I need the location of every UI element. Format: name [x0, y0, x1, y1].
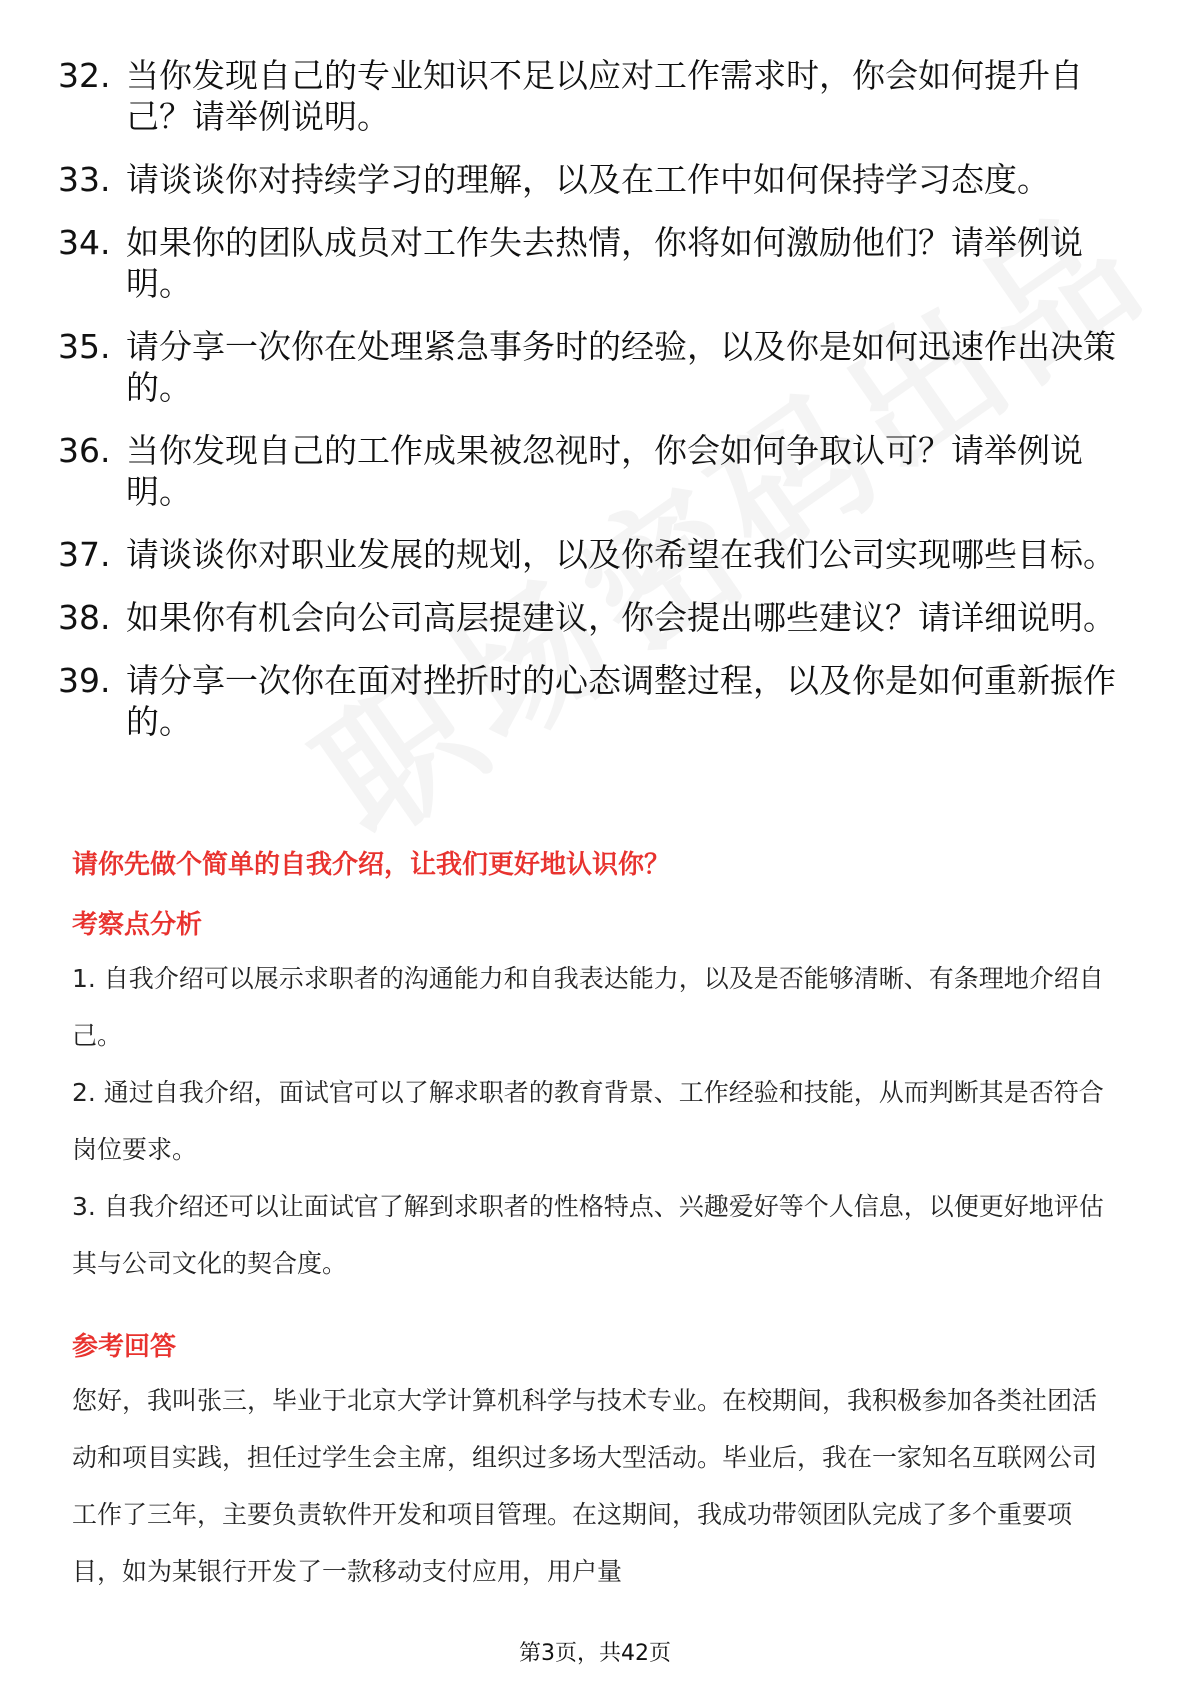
question-list	[58, 55, 1118, 764]
question-item	[58, 430, 1118, 512]
question-text: 请分享一次你在面对挫折时的心态调整过程，以及你是如何重新振作的。	[126, 661, 1116, 741]
question-item	[58, 159, 1118, 200]
question-text: 如果你的团队成员对工作失去热情，你将如何激励他们？请举例说明。	[126, 223, 1083, 303]
question-item	[58, 534, 1118, 575]
question-text: 请分享一次你在处理紧急事务时的经验，以及你是如何迅速作出决策的。	[126, 327, 1116, 407]
question-item	[58, 55, 1118, 137]
featured-question	[72, 848, 1117, 882]
analysis-heading: 考察点分析	[72, 910, 203, 940]
answer-heading: 参考回答	[72, 1332, 177, 1362]
featured-question-title: 请你先做个简单的自我介绍，让我们更好地认识你？	[72, 850, 671, 880]
analysis-point: 3. 自我介绍还可以让面试官了解到求职者的性格特点、兴趣爱好等个人信息，以便更好地评估其与公司文化的契合度。	[72, 1192, 1104, 1278]
question-number: 34.	[58, 223, 111, 262]
question-item	[58, 326, 1118, 408]
answer-text: 您好，我叫张三，毕业于北京大学计算机科学与技术专业。在校期间，我积极参加各类社团活动和项目实践，担任过学生会主席，组织过多场大型活动。毕业后，我在一家知名互联网公司工作了三年，主要负责软件开发和项目管理。在这期间，我成功带领团队完成了多个重要项目，如为某银行开发了一款移动支付应用，用户量	[72, 1386, 1098, 1586]
answer-section	[72, 1330, 1117, 1600]
page-footer: 第3页，共42页	[519, 1641, 671, 1666]
question-item	[58, 222, 1118, 304]
question-item	[58, 597, 1118, 638]
question-number: 38.	[58, 598, 111, 637]
question-number: 33.	[58, 160, 111, 199]
question-number: 32.	[58, 56, 111, 95]
question-number: 37.	[58, 535, 111, 574]
analysis-point: 1. 自我介绍可以展示求职者的沟通能力和自我表达能力，以及是否能够清晰、有条理地介绍自己。	[72, 964, 1104, 1050]
question-number: 36.	[58, 431, 111, 470]
analysis-point: 2. 通过自我介绍，面试官可以了解求职者的教育背景、工作经验和技能，从而判断其是否符合岗位要求。	[72, 1078, 1104, 1164]
question-item	[58, 660, 1118, 742]
question-text: 当你发现自己的专业知识不足以应对工作需求时，你会如何提升自己？请举例说明。	[126, 56, 1083, 136]
question-text: 请谈谈你对持续学习的理解，以及在工作中如何保持学习态度。	[126, 160, 1050, 199]
question-number: 39.	[58, 661, 111, 700]
question-text: 请谈谈你对职业发展的规划，以及你希望在我们公司实现哪些目标。	[126, 535, 1116, 574]
analysis-section	[72, 908, 1117, 1292]
question-text: 如果你有机会向公司高层提建议，你会提出哪些建议？请详细说明。	[126, 598, 1116, 637]
question-text: 当你发现自己的工作成果被忽视时，你会如何争取认可？请举例说明。	[126, 431, 1083, 511]
question-number: 35.	[58, 327, 111, 366]
